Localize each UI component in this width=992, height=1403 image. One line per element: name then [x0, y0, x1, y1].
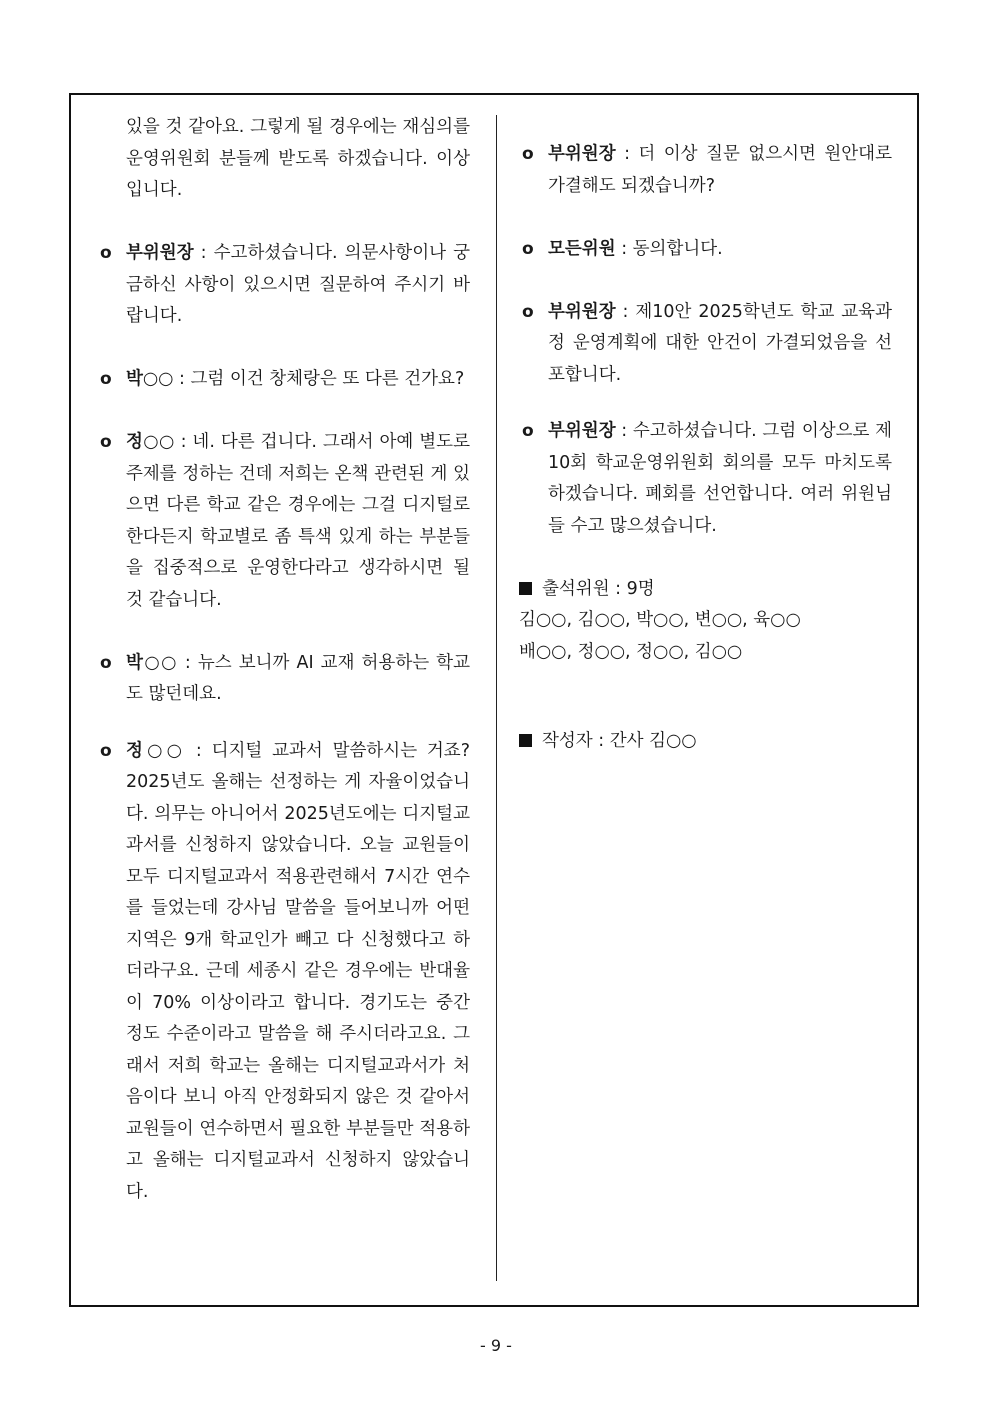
remark-jeong-2 [100, 736, 470, 1209]
continued-paragraph: 있을 것 같아요. 그렇게 될 경우에는 재심의를 운영위원회 분들께 받도록 하겠습니다. 이상입니다. [126, 117, 470, 200]
speaker: 부위원장 [548, 144, 616, 164]
attendance-heading: 출석위원 : 9명 [519, 574, 892, 606]
remark-text: : 그럼 이건 창체랑은 또 다른 건가요? [173, 369, 465, 389]
remark-vice-chair-2 [522, 139, 892, 202]
remark-text: : 수고하셨습니다. 의문사항이나 궁금하신 사항이 있으시면 질문하여 주시기 바랍니다. [126, 243, 470, 326]
column-divider [496, 115, 497, 1281]
speaker: 정○○ [126, 432, 175, 452]
bullet: o [100, 369, 112, 389]
remark-all-members [522, 234, 892, 266]
bullet: o [522, 238, 534, 259]
bullet: o [100, 432, 112, 452]
remark-text: : 뉴스 보니까 AI 교재 허용하는 학교도 많던데요. [126, 652, 470, 704]
bullet: o [522, 301, 534, 322]
page-number: - 9 - [480, 1336, 512, 1355]
speaker: 부위원장 [548, 421, 616, 441]
square-bullet-icon [519, 734, 532, 747]
remark-jeong-1 [100, 427, 470, 616]
speaker: 부위원장 [126, 243, 194, 263]
remark-text: : 디지털 교과서 말씀하시는 거죠? 2025년도 올해는 선정하는 게 자율이었습니다. 의무는 아니어서 2025년도에는 디지털교과서를 신청하지 않았습니다. 오늘 교원들이 모두 디지털교과서 적용관련해서 7시간 연수를 들었는데 강사님 말씀을 들어보니까 어떤 지역은 9개 학교인가 빼고 다 신청했다고 하더라구요. 근데 세종시 같은 경우에는 반대율이 70% 이상이라고 합니다. 경기도는 중간 정도 수준이라고 말씀을 해 주시더라고요. 그래서 저희 학교는 올해는 디지털교과서가 처음이다 보니 아직 안정화되지 않은 것 같아서 교원들이 연수하면서 필요한 부분들만 적용하고 올해는 디지털교과서 신청하지 않았습니다. [126, 740, 471, 1202]
bullet: o [100, 652, 112, 673]
square-bullet-icon [519, 582, 532, 595]
remark-text: : 동의합니다. [615, 238, 723, 259]
author-line: 작성자 : 간사 김○○ [519, 726, 892, 758]
remark-vice-chair-4 [522, 416, 892, 542]
remark-vice-chair-1 [100, 238, 470, 333]
attendance-list-1: 김○○, 김○○, 박○○, 변○○, 육○○ [519, 610, 801, 630]
bullet: o [100, 740, 112, 761]
speaker: 정○○ [126, 740, 187, 761]
remark-text: : 제10안 2025학년도 학교 교육과정 운영계획에 대한 안건이 가결되었음을 선포합니다. [548, 301, 892, 385]
bullet: o [100, 243, 112, 263]
bullet: o [522, 144, 534, 164]
speaker: 박○○ [126, 652, 178, 673]
speaker: 부위원장 [548, 301, 616, 322]
remark-text: : 네. 다른 겁니다. 그래서 아예 별도로 주제를 정하는 건데 저희는 온책 관련된 게 있으면 다른 학교 같은 경우에는 그걸 디지털로 한다든지 학교별로 좀 특색 있게 하는 부분들을 집중적으로 운영한다라고 생각하시면 될 것 같습니다. [126, 432, 470, 610]
bullet: o [522, 421, 534, 441]
left-column [100, 112, 470, 1208]
attendance-list-2: 배○○, 정○○, 정○○, 김○○ [519, 641, 743, 662]
speaker: 박○○ [126, 369, 174, 389]
speaker: 모든위원 [548, 238, 616, 259]
remark-vice-chair-3 [522, 297, 892, 392]
remark-text: : 수고하셨습니다. 그럼 이상으로 제10회 학교운영위원회 회의를 모두 마치도록 하겠습니다. 폐회를 선언합니다. 여러 위원님들 수고 많으셨습니다. [548, 421, 892, 536]
right-column [519, 139, 892, 758]
remark-park-2 [100, 648, 470, 711]
remark-text: : 더 이상 질문 없으시면 원안대로 가결해도 되겠습니까? [548, 144, 892, 196]
remark-park-1 [100, 364, 470, 396]
